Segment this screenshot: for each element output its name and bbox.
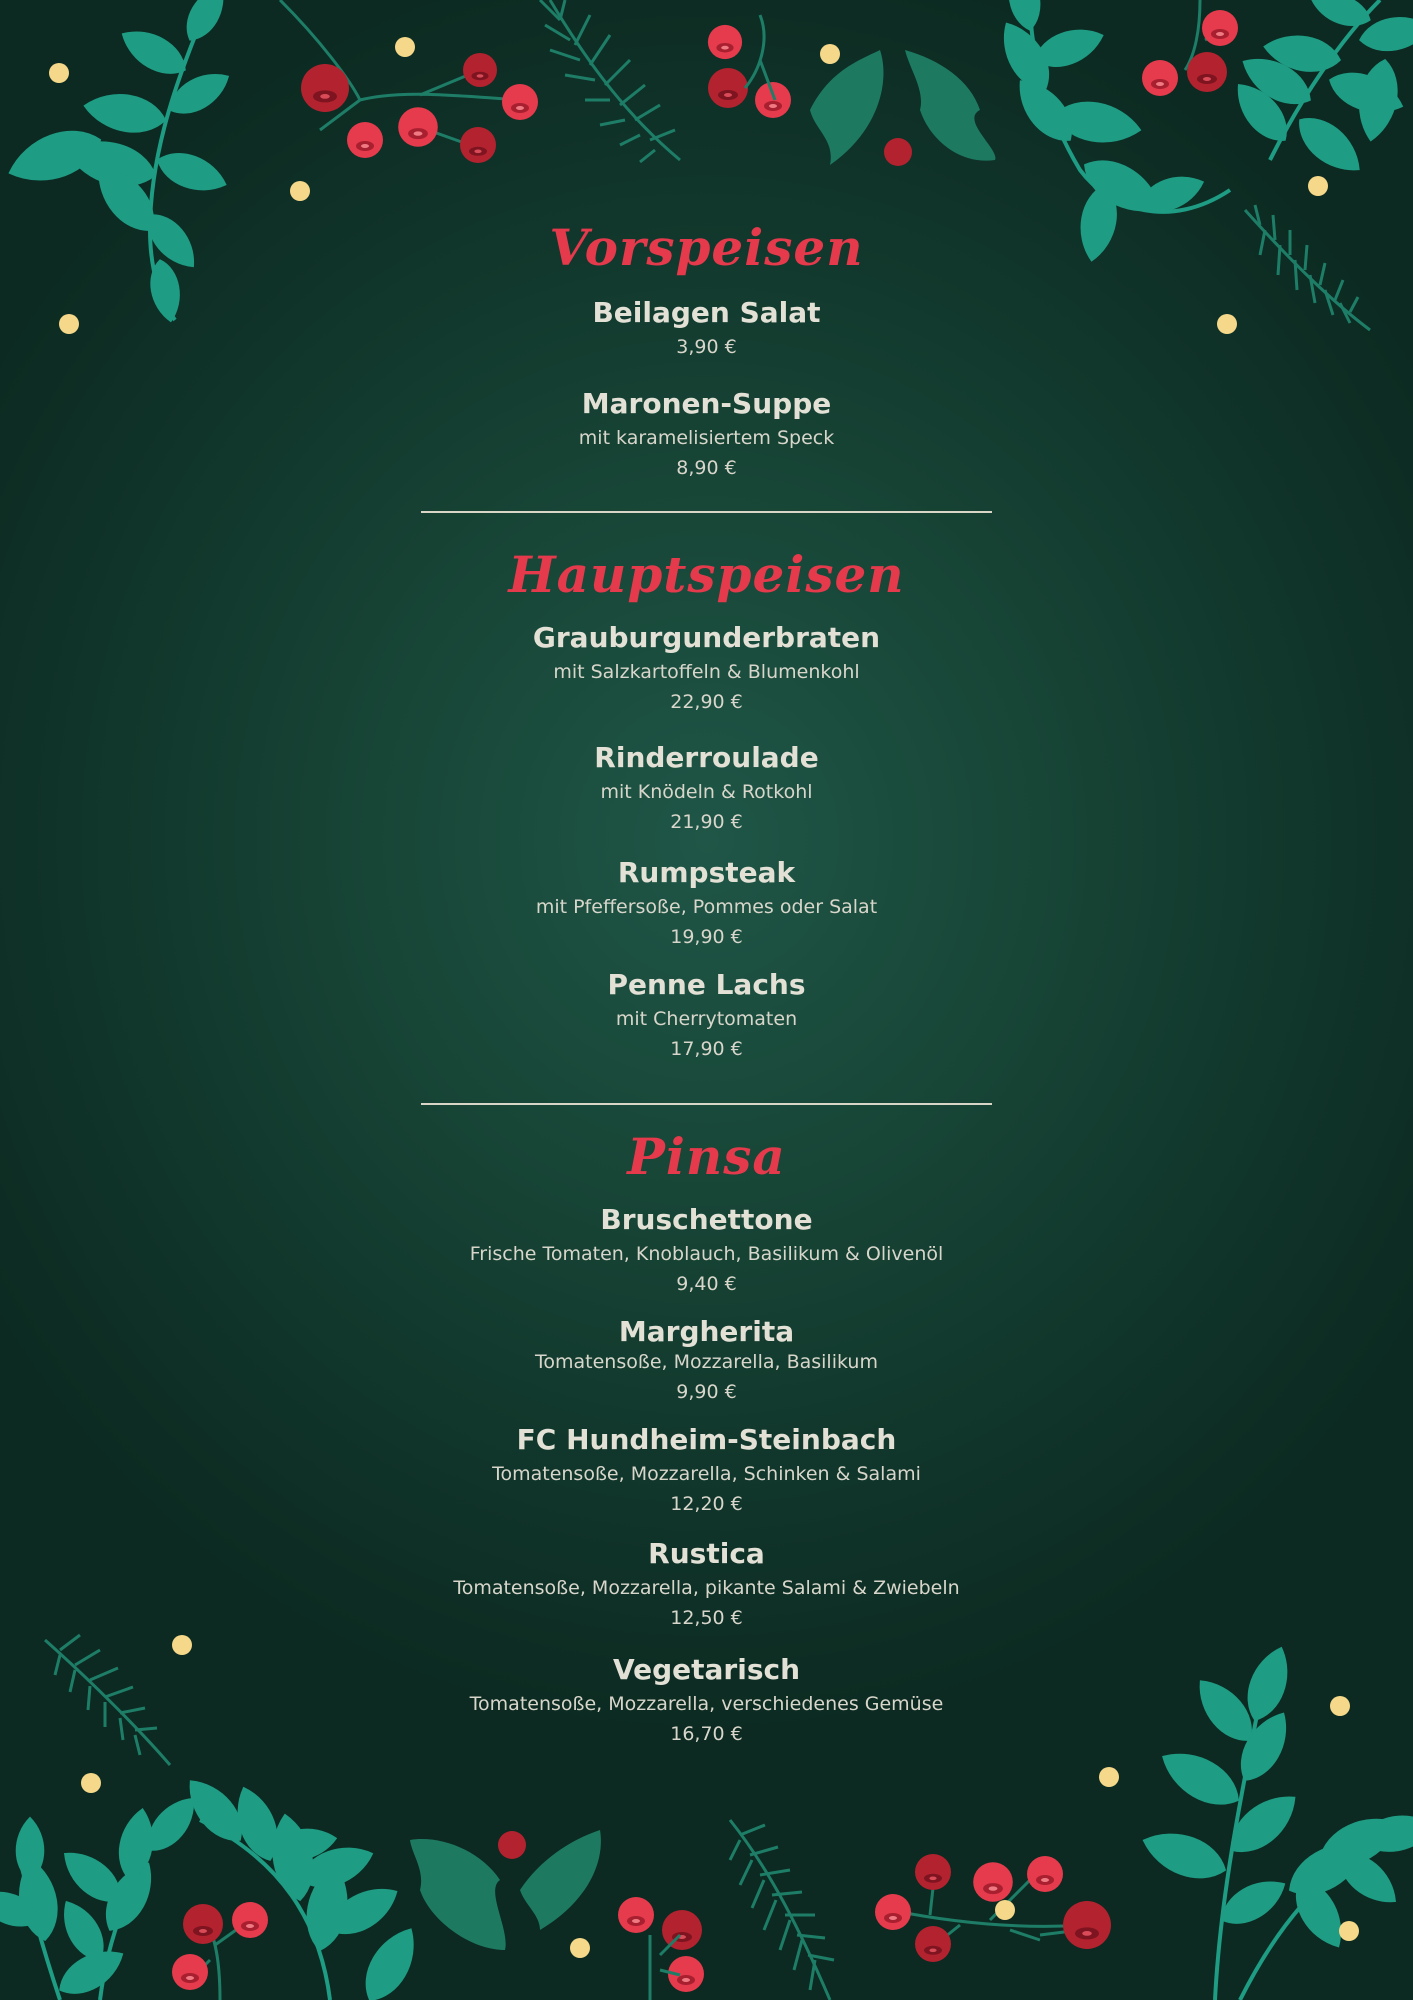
dish-description: mit Salzkartoffeln & Blumenkohl [553, 661, 860, 683]
dish-item [0, 1537, 1413, 1631]
dish-item [0, 387, 1413, 481]
dish-name: Rinderroulade [594, 741, 819, 774]
dish-name: Beilagen Salat [592, 296, 821, 329]
dish-price: 9,40 € [676, 1273, 737, 1295]
dish-description: mit karamelisiertem Speck [578, 427, 835, 449]
dish-item [0, 1203, 1413, 1297]
leaf-branch-bottom-left [0, 1770, 426, 2000]
dish-price: 8,90 € [676, 457, 737, 479]
section-title-hauptspeisen: Hauptspeisen [508, 545, 905, 604]
dish-item [0, 296, 1413, 360]
dish-description: Tomatensoße, Mozzarella, Basilikum [535, 1351, 878, 1373]
section-title-pinsa: Pinsa [627, 1127, 786, 1186]
dish-description: mit Cherrytomaten [615, 1008, 798, 1030]
dish-item [0, 1423, 1413, 1517]
dish-description: Tomatensoße, Mozzarella, pikante Salami & Zwiebeln [453, 1577, 960, 1599]
dish-name: Margherita [618, 1315, 795, 1348]
dish-price: 21,90 € [670, 811, 743, 833]
dish-price: 17,90 € [670, 1038, 743, 1060]
dots-top [49, 37, 1328, 334]
dish-name: FC Hundheim-Steinbach [516, 1423, 897, 1456]
dish-description: Tomatensoße, Mozzarella, verschiedenes Gemüse [469, 1693, 944, 1715]
dish-item [0, 968, 1413, 1062]
dish-price: 16,70 € [670, 1723, 743, 1745]
holly-top [810, 50, 995, 165]
holly-bottom [410, 1830, 601, 1950]
dish-price: 3,90 € [676, 336, 737, 358]
dish-name: Bruschettone [600, 1203, 813, 1236]
dish-description: mit Knödeln & Rotkohl [600, 781, 813, 803]
dish-name: Grauburgunderbraten [532, 621, 881, 654]
dish-price: 22,90 € [670, 691, 743, 713]
dish-description: Frische Tomaten, Knoblauch, Basilikum & Olivenöl [469, 1243, 944, 1265]
dish-item [0, 1315, 1413, 1405]
dish-item [0, 741, 1413, 835]
dish-description: mit Pfeffersoße, Pommes oder Salat [535, 896, 878, 918]
dish-item [0, 1653, 1413, 1747]
dish-name: Vegetarisch [612, 1653, 801, 1686]
dish-price: 12,20 € [670, 1493, 743, 1515]
dish-item [0, 621, 1413, 715]
dish-name: Maronen-Suppe [581, 387, 832, 420]
dish-name: Penne Lachs [607, 968, 806, 1001]
divider [421, 1103, 992, 1105]
dish-price: 9,90 € [676, 1381, 737, 1403]
berries-top-left [280, 0, 520, 145]
section-title-vorspeisen: Vorspeisen [549, 218, 864, 277]
pine-branch-top [540, 0, 680, 162]
dish-description: Tomatensoße, Mozzarella, Schinken & Salami [492, 1463, 921, 1485]
dish-price: 12,50 € [670, 1607, 743, 1629]
dish-name: Rustica [648, 1537, 765, 1570]
dish-name: Rumpsteak [617, 856, 796, 889]
dish-item [0, 856, 1413, 950]
pine-branch-bottom [730, 1820, 834, 2000]
divider [421, 511, 992, 513]
dish-price: 19,90 € [670, 926, 743, 948]
